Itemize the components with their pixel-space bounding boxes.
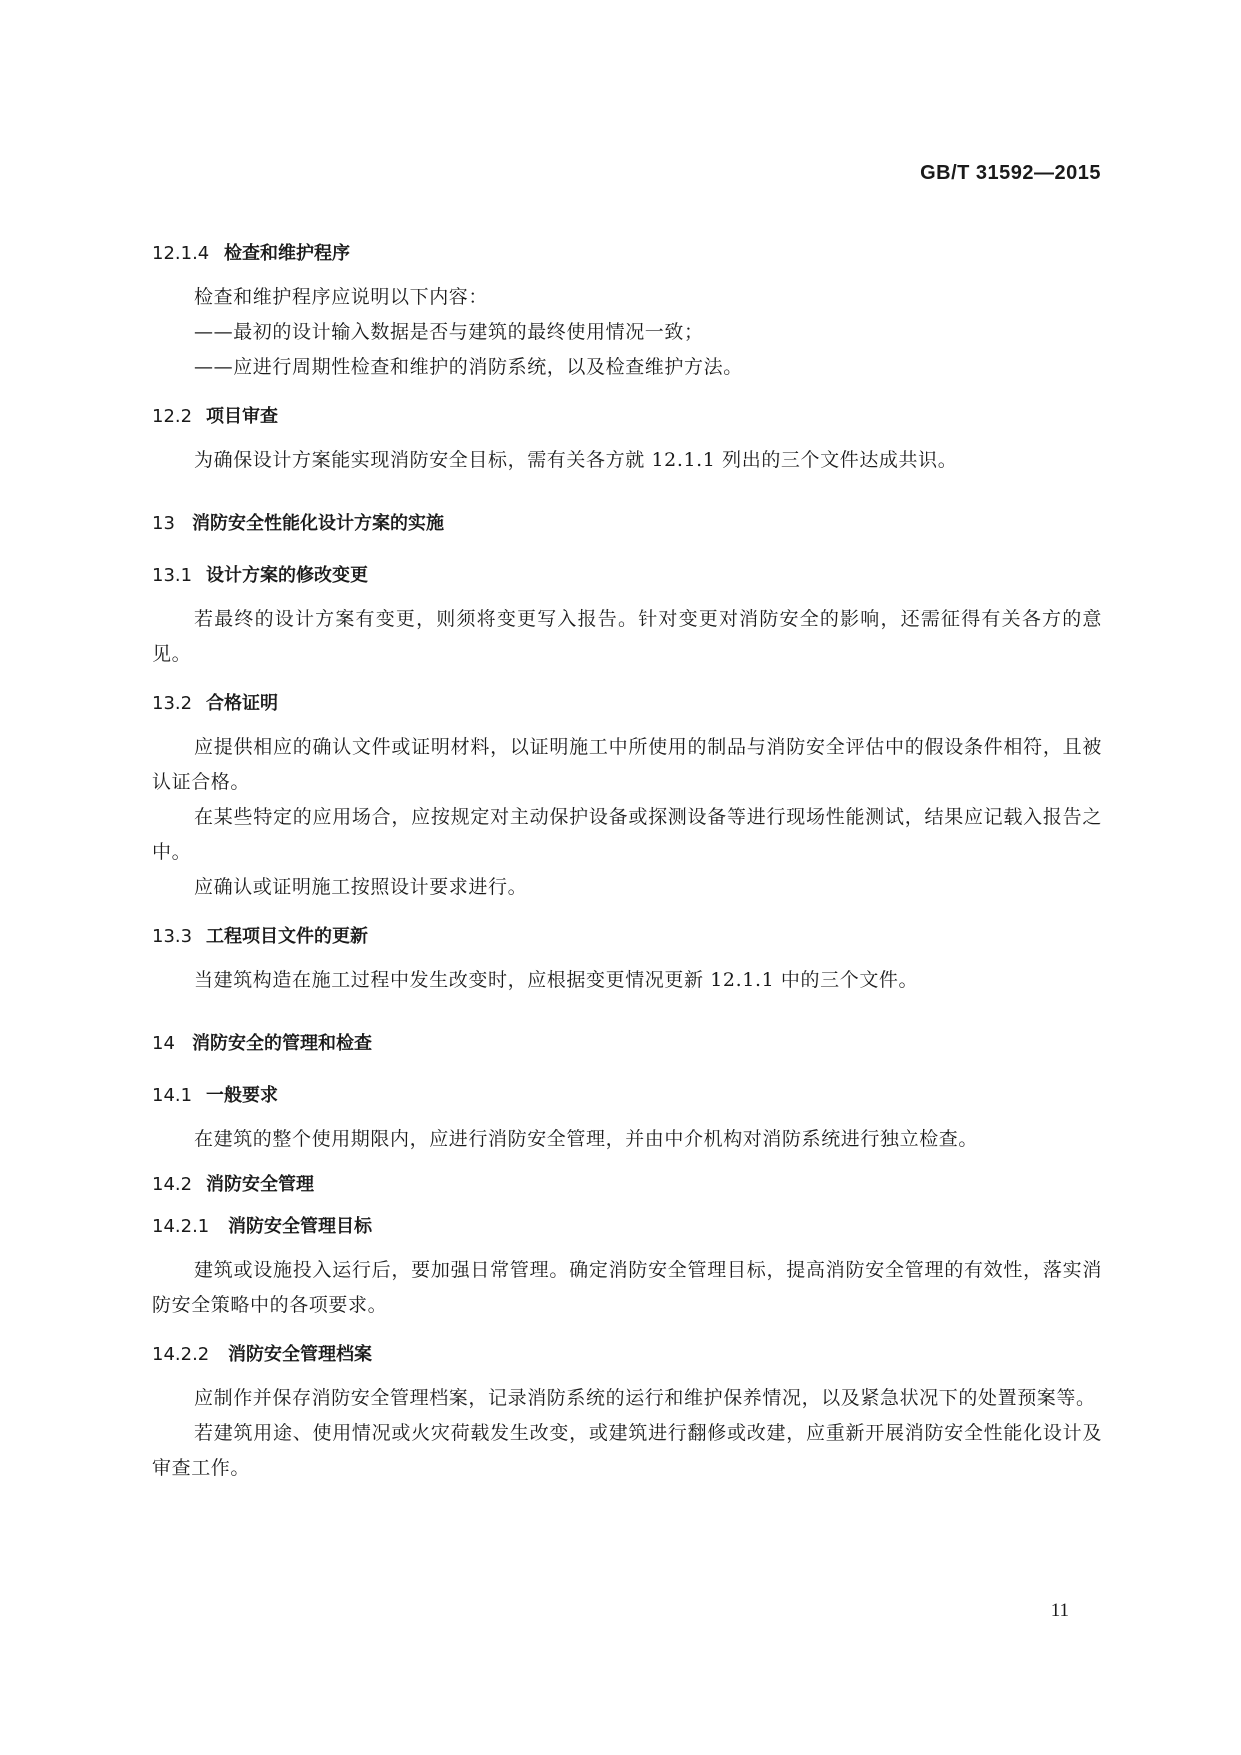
section-title: 消防安全的管理和检查 — [192, 1033, 372, 1054]
section-number: 13.2 — [152, 693, 193, 714]
section-title: 消防安全管理 — [206, 1174, 314, 1195]
standard-code: GB/T 31592—2015 — [920, 162, 1101, 184]
section-number: 12.1.4 — [152, 243, 210, 264]
section-number: 14.2 — [152, 1174, 193, 1195]
list-item: ——最初的设计输入数据是否与建筑的最终使用情况一致； — [194, 321, 704, 343]
document-body — [152, 240, 1102, 1486]
paragraph: 应提供相应的确认文件或证明材料，以证明施工中所使用的制品与消防安全评估中的假设条件相符，且被认证合格。 — [152, 736, 1102, 793]
paragraph: 当建筑构造在施工过程中发生改变时，应根据变更情况更新 12.1.1 中的三个文件。 — [194, 969, 919, 991]
paragraph: 在某些特定的应用场合，应按规定对主动保护设备或探测设备等进行现场性能测试，结果应记载入报告之中。 — [152, 806, 1102, 863]
section-number: 12.2 — [152, 406, 193, 427]
heading-14-2 — [152, 1171, 1102, 1199]
heading-12-1-4 — [152, 240, 1102, 268]
section-title: 一般要求 — [206, 1085, 278, 1106]
heading-14-2-1 — [152, 1213, 1102, 1241]
heading-14-2-2 — [152, 1341, 1102, 1369]
paragraph: 检查和维护程序应说明以下内容： — [194, 286, 489, 308]
section-title: 项目审查 — [206, 406, 278, 427]
section-number: 14.2.2 — [152, 1344, 210, 1365]
paragraph: 若最终的设计方案有变更，则须将变更写入报告。针对变更对消防安全的影响，还需征得有关各方的意见。 — [152, 608, 1102, 665]
page-number: 11 — [1050, 1600, 1069, 1621]
section-title: 消防安全性能化设计方案的实施 — [192, 513, 444, 534]
paragraph: 在建筑的整个使用期限内，应进行消防安全管理，并由中介机构对消防系统进行独立检查。 — [194, 1128, 979, 1150]
section-title: 工程项目文件的更新 — [206, 926, 368, 947]
heading-13-2 — [152, 690, 1102, 718]
section-title: 消防安全管理档案 — [228, 1344, 372, 1365]
section-title: 合格证明 — [206, 693, 278, 714]
heading-13 — [152, 510, 1102, 538]
section-title: 检查和维护程序 — [224, 243, 350, 264]
heading-14-1 — [152, 1082, 1102, 1110]
paragraph: 应确认或证明施工按照设计要求进行。 — [194, 876, 528, 898]
section-number: 14.2.1 — [152, 1216, 210, 1237]
paragraph: 若建筑用途、使用情况或火灾荷载发生改变，或建筑进行翻修或改建，应重新开展消防安全性能化设计及审查工作。 — [152, 1422, 1102, 1479]
heading-12-2 — [152, 403, 1102, 431]
section-number: 13.1 — [152, 565, 193, 586]
section-number: 14.1 — [152, 1085, 193, 1106]
heading-14 — [152, 1030, 1102, 1058]
paragraph: 应制作并保存消防安全管理档案，记录消防系统的运行和维护保养情况，以及紧急状况下的处置预案等。 — [194, 1387, 1096, 1409]
section-number: 13.3 — [152, 926, 193, 947]
heading-13-1 — [152, 562, 1102, 590]
paragraph: 建筑或设施投入运行后，要加强日常管理。确定消防安全管理目标，提高消防安全管理的有效性，落实消防安全策略中的各项要求。 — [152, 1259, 1102, 1316]
heading-13-3 — [152, 923, 1102, 951]
section-number: 13 — [152, 513, 175, 534]
section-number: 14 — [152, 1033, 175, 1054]
paragraph: 为确保设计方案能实现消防安全目标，需有关各方就 12.1.1 列出的三个文件达成共识。 — [194, 449, 958, 471]
section-title: 设计方案的修改变更 — [206, 565, 368, 586]
list-item: ——应进行周期性检查和维护的消防系统，以及检查维护方法。 — [194, 356, 743, 378]
section-title: 消防安全管理目标 — [228, 1216, 372, 1237]
